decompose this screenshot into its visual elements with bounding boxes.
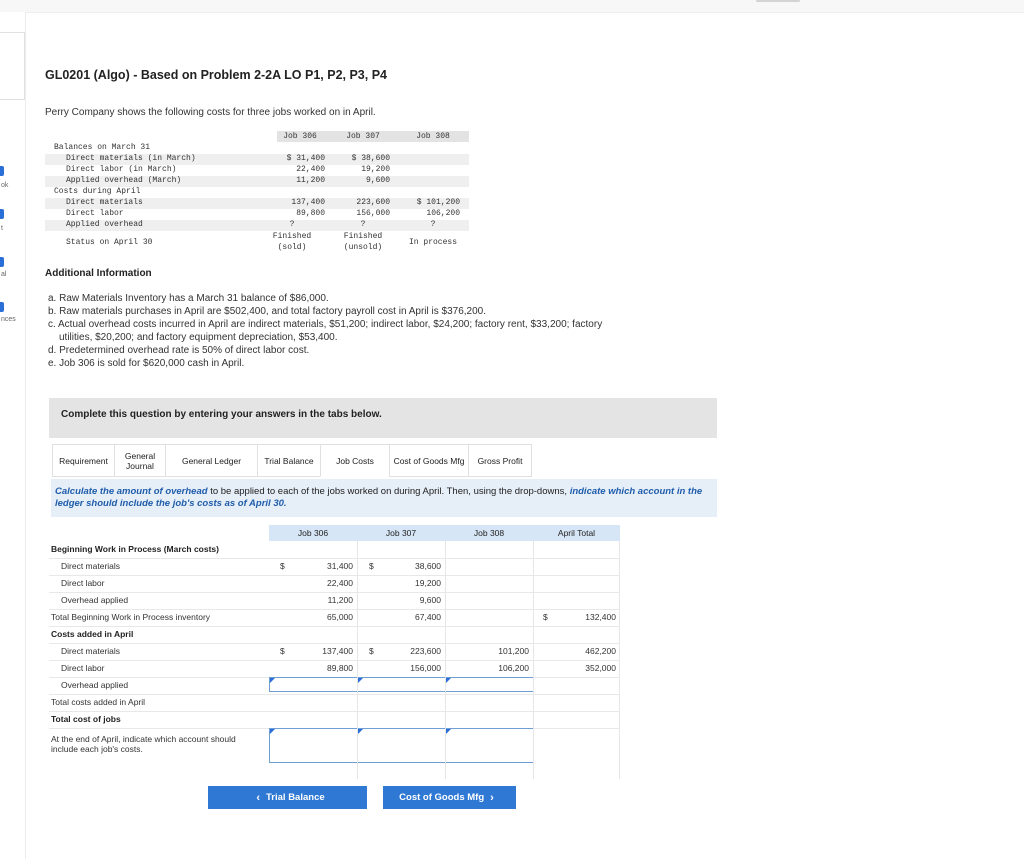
rail-marker-icon	[0, 209, 4, 219]
rail-item-3[interactable]: nces	[1, 316, 16, 323]
ws-cell: 132,400	[585, 612, 616, 622]
ws-label-total-cost: Total cost of jobs	[51, 714, 121, 724]
cost-cell: 137,400	[291, 198, 325, 207]
ws-row-beginning	[49, 541, 620, 559]
cost-header-job306: Job 306	[283, 132, 317, 141]
cost-label-costs-april: Costs during April	[54, 187, 141, 196]
cost-cell: $ 38,600	[351, 154, 390, 163]
ws-row-added-dm	[49, 643, 620, 661]
left-rail	[0, 12, 26, 859]
cost-data-table	[45, 131, 469, 257]
tab-gross-profit[interactable]: Gross Profit	[468, 444, 532, 477]
ws-cell: 65,000	[327, 612, 353, 622]
rail-card	[0, 32, 25, 100]
input-marker-icon	[446, 678, 451, 683]
main-content	[45, 0, 1024, 859]
ws-header-job308: Job 308	[445, 525, 533, 541]
dropdown-marker-icon	[358, 729, 363, 734]
ws-cell: 462,200	[585, 646, 616, 656]
ws-cell: 156,000	[410, 663, 441, 673]
ws-label-total-added: Total costs added in April	[51, 697, 146, 707]
cost-row-dl	[45, 209, 469, 220]
question-intro: Perry Company shows the following costs for three jobs worked on in April.	[45, 107, 376, 118]
cost-label-status: Status on April 30	[66, 238, 153, 247]
cost-cell: 106,200	[426, 209, 460, 218]
ws-row-total-added	[49, 694, 620, 712]
cost-row-status	[45, 231, 469, 255]
dropdown-marker-icon	[446, 729, 451, 734]
ws-row-total-begin	[49, 609, 620, 627]
cost-status: In process	[408, 238, 457, 247]
ws-cell: 89,800	[327, 663, 353, 673]
ws-cell: 22,400	[327, 578, 353, 588]
ws-cell: 101,200	[498, 646, 529, 656]
tab-general-ledger[interactable]: General Ledger	[165, 444, 258, 477]
cost-header-job307: Job 307	[346, 132, 380, 141]
account-dropdown-job308[interactable]	[445, 728, 534, 763]
next-button-label: Cost of Goods Mfg	[399, 792, 485, 803]
additional-item-c-cont: utilities, $20,200; and factory equipment depreciation, $53,400.	[59, 332, 338, 343]
tab-cost-of-goods-mfg[interactable]: Cost of Goods Mfg	[389, 444, 469, 477]
rail-item-1[interactable]: t	[1, 225, 3, 232]
ws-cell: 31,400	[327, 561, 353, 571]
ws-cell: 137,400	[322, 646, 353, 656]
account-dropdown-job307[interactable]	[357, 728, 446, 763]
ws-row-total-cost	[49, 711, 620, 729]
calc-highlight: Calculate the amount of overhead	[55, 486, 208, 497]
col-divider	[619, 541, 620, 779]
ws-dollar: $	[543, 612, 548, 622]
ws-row-begin-oh	[49, 592, 620, 610]
cost-cell: ?	[430, 220, 436, 229]
ws-row-begin-dm	[49, 558, 620, 576]
cost-cell: 89,800	[296, 209, 325, 218]
ws-cell: 106,200	[498, 663, 529, 673]
ws-header-april-total: April Total	[533, 525, 620, 541]
ws-dollar: $	[280, 561, 285, 571]
ws-cell: 352,000	[585, 663, 616, 673]
cost-row-oh-march	[45, 176, 469, 187]
prev-button-trial-balance[interactable]	[208, 786, 367, 809]
cost-label-dl: Direct labor	[66, 209, 124, 218]
rail-marker-icon	[0, 166, 4, 176]
ws-cell: 223,600	[410, 646, 441, 656]
ws-cell: 38,600	[415, 561, 441, 571]
cost-status: Finished	[343, 232, 383, 241]
tab-trial-balance[interactable]: Trial Balance	[257, 444, 321, 477]
tab-job-costs[interactable]: Job Costs	[320, 444, 390, 477]
job-cost-worksheet	[49, 525, 620, 779]
chevron-right-icon: ›	[490, 791, 494, 804]
cost-label-dm-march: Direct materials (in March)	[66, 154, 196, 163]
ws-label-dm: Direct materials	[61, 646, 121, 656]
cost-header-job308: Job 308	[416, 132, 450, 141]
ws-label-oh: Overhead applied	[61, 595, 129, 605]
ws-cell: 67,400	[415, 612, 441, 622]
additional-item-d: d. Predetermined overhead rate is 50% of direct labor cost.	[48, 345, 310, 356]
ws-cell: 9,600	[419, 595, 441, 605]
cost-label-balances: Balances on March 31	[54, 143, 151, 152]
tab-general-journal[interactable]: General Journal	[114, 444, 166, 477]
cost-status: (unsold)	[343, 243, 383, 252]
instruction-banner	[49, 398, 717, 438]
cost-row-costs-april	[45, 187, 469, 198]
calc-middle: to be applied to each of the jobs worked on during April. Then, using the drop-downs,	[207, 486, 570, 497]
next-button-cost-of-goods-mfg[interactable]	[383, 786, 516, 809]
rail-marker-icon	[0, 302, 4, 312]
calc-instruction	[55, 486, 711, 510]
cost-label-oh-march: Applied overhead (March)	[66, 176, 182, 185]
question-title: GL0201 (Algo) - Based on Problem 2-2A LO P1, P2, P3, P4	[45, 68, 387, 82]
overhead-input-job308[interactable]	[445, 677, 534, 692]
col-divider	[533, 541, 534, 779]
overhead-input-job307[interactable]	[357, 677, 446, 692]
rail-marker-icon	[0, 257, 4, 267]
cost-cell: 223,600	[356, 198, 390, 207]
cost-row-dm-march	[45, 154, 469, 165]
cost-status: (sold)	[277, 243, 307, 252]
cost-cell: $ 101,200	[416, 198, 460, 207]
ws-dollar: $	[369, 646, 374, 656]
col-divider	[357, 541, 358, 779]
ws-label-oh: Overhead applied	[61, 680, 129, 690]
rail-item-0[interactable]: ok	[1, 182, 9, 189]
cost-row-dl-march	[45, 165, 469, 176]
ws-dollar: $	[369, 561, 374, 571]
input-marker-icon	[270, 678, 275, 683]
ws-label-total-begin: Total Beginning Work in Process inventory	[51, 612, 211, 622]
tab-requirement[interactable]: Requirement	[52, 444, 115, 477]
cost-row-balances	[45, 143, 469, 154]
cost-cell: ?	[360, 220, 366, 229]
ws-label-dl: Direct labor	[61, 578, 105, 588]
instruction-text: Complete this question by entering your answers in the tabs below.	[61, 409, 382, 420]
cost-cell: 11,200	[296, 176, 325, 185]
ws-label-beginning: Beginning Work in Process (March costs)	[51, 544, 219, 554]
ws-label-dm: Direct materials	[61, 561, 121, 571]
calc-post: which account in the ledger should include the job's costs as of April 30.	[55, 486, 703, 509]
cost-cell: 19,200	[361, 165, 390, 174]
ws-dollar: $	[280, 646, 285, 656]
ws-row-begin-dl	[49, 575, 620, 593]
cost-label-dm: Direct materials	[66, 198, 143, 207]
cost-cell: 156,000	[356, 209, 390, 218]
overhead-input-job306[interactable]	[269, 677, 358, 692]
ws-row-costs-added	[49, 626, 620, 644]
ws-label-account: At the end of April, indicate which account should include each job's costs.	[51, 734, 236, 754]
cost-cell: $ 31,400	[286, 154, 325, 163]
ws-header-job307: Job 307	[357, 525, 445, 541]
cost-label-oh: Applied overhead	[66, 220, 143, 229]
ws-row-added-dl	[49, 660, 620, 678]
additional-item-e: e. Job 306 is sold for $620,000 cash in April.	[48, 358, 245, 369]
prev-button-label: Trial Balance	[266, 792, 325, 803]
additional-item-a: a. Raw Materials Inventory has a March 31 balance of $86,000.	[48, 293, 329, 304]
additional-item-b: b. Raw materials purchases in April are $502,400, and total factory payroll cost in April is $376,200.	[48, 306, 487, 317]
cost-status: Finished	[272, 232, 312, 241]
ws-cell: 19,200	[415, 578, 441, 588]
account-dropdown-job306[interactable]	[269, 728, 358, 763]
calc-highlight-2: indicate	[569, 486, 606, 497]
cost-row-oh	[45, 220, 469, 231]
chevron-left-icon: ‹	[256, 791, 261, 804]
ws-row-account	[49, 728, 620, 778]
rail-item-2[interactable]: al	[1, 271, 7, 278]
additional-item-c: c. Actual overhead costs incurred in April are indirect materials, $51,200; indirect labor, $24,200; factory rent, $33,200; factory	[48, 319, 603, 330]
cost-label-dl-march: Direct labor (in March)	[66, 165, 177, 174]
ws-label-costs-added: Costs added in April	[51, 629, 134, 639]
cost-cell: ?	[289, 220, 295, 229]
col-divider	[445, 541, 446, 779]
ws-row-added-oh	[49, 677, 620, 695]
ws-cell: 11,200	[327, 595, 353, 605]
cost-cell: 22,400	[296, 165, 325, 174]
dropdown-marker-icon	[270, 729, 275, 734]
cost-row-dm	[45, 198, 469, 209]
additional-info-title: Additional Information	[45, 268, 152, 279]
calc-instruction-box	[51, 479, 717, 517]
ws-label-dl: Direct labor	[61, 663, 105, 673]
cost-cell: 9,600	[365, 176, 390, 185]
ws-header-job306: Job 306	[269, 525, 357, 541]
input-marker-icon	[358, 678, 363, 683]
